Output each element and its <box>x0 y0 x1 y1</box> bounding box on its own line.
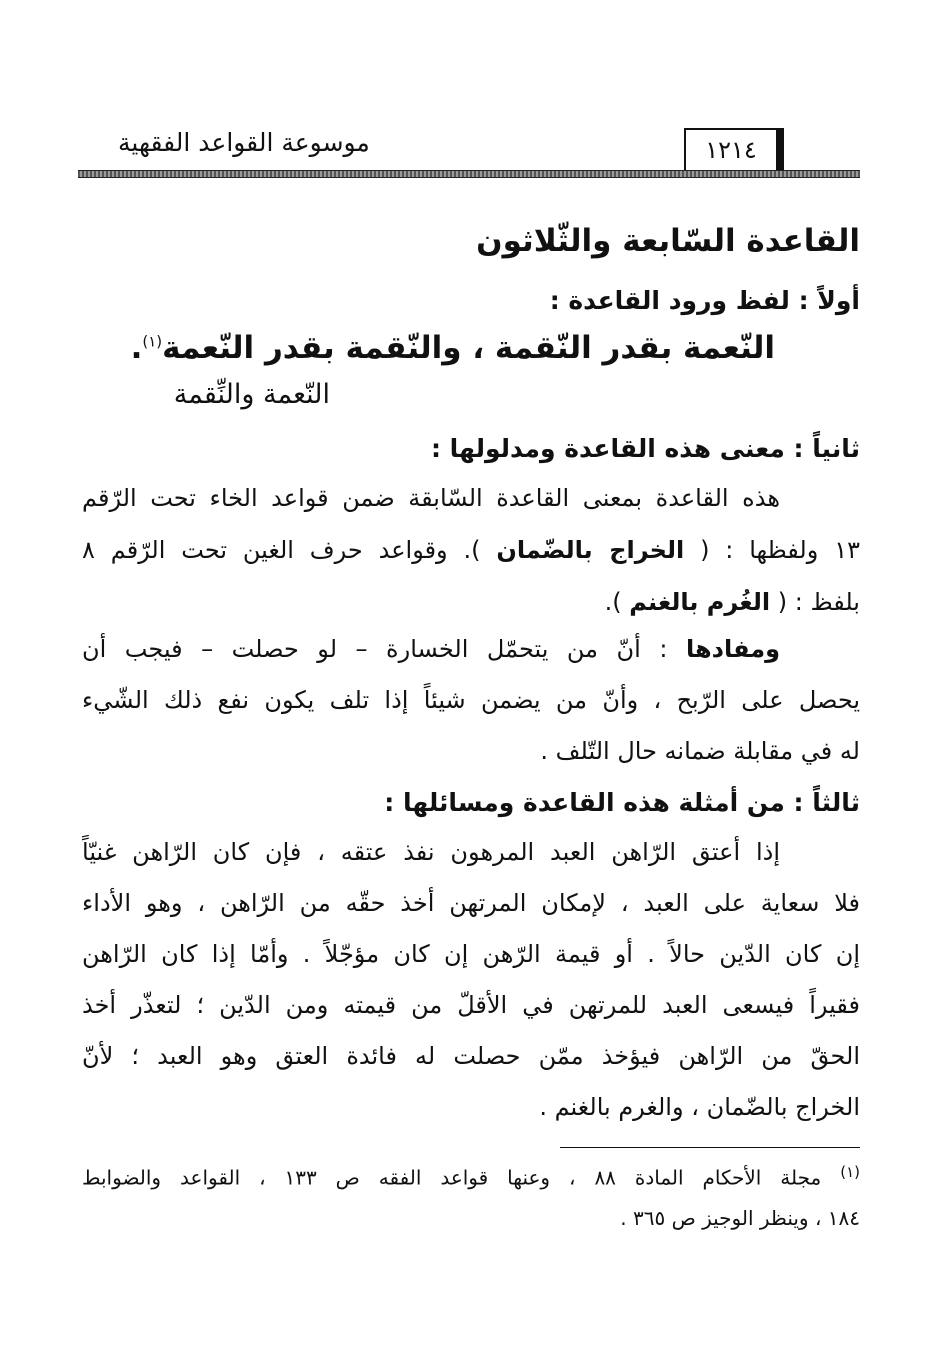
s2-p1-line-1: هذه القاعدة بمعنى القاعدة السّابقة ضمن قواعد الخاء تحت الرّقم <box>82 484 780 512</box>
s3-line-2: فلا سعاية على العبد ، لإمكان المرتهن أخذ حقّه من الرّاهن ، وهو الأداء <box>82 889 860 917</box>
maxim-subtitle: النّعمة والنِّقمة <box>173 379 330 410</box>
maxim-text: النّعمة بقدر النّقمة ، والنّقمة بقدر النّعمة$^{(١)}$. <box>130 330 775 366</box>
footnote-line-1-text: مجلة الأحكام المادة ٨٨ ، وعنها قواعد الفقه ص ١٣٣ ، القواعد والضوابط <box>82 1165 822 1190</box>
s2-p2-line-3: له في مقابلة ضمانه حال التّلف . <box>540 737 860 765</box>
s2-p1-line-3-bold: الغُرم بالغنم <box>629 588 771 616</box>
page-number: ١٢١٤ <box>684 128 784 172</box>
s2-p1-line-3 <box>605 590 860 614</box>
s3-line-5: الحقّ من الرّاهن فيؤخذ ممّن حصلت له فائدة العتق وهو العبد ؛ لأنّ <box>82 1042 860 1070</box>
section-2-label: ثانياً : معنى هذه القاعدة ومدلولها : <box>430 434 860 463</box>
s3-line-3: إن كان الدّين حالاً . أو قيمة الرّهن إن كان مؤجّلاً . وأمّا إذا كان الرّاهن <box>82 940 860 968</box>
s2-p1-line-2-bold: الخراج بالضّمان <box>496 536 685 564</box>
rule-heading: القاعدة السّابعة والثّلاثون <box>476 223 860 259</box>
s2-p1-line-3-a: بلفظ : ( <box>777 588 860 616</box>
maxim-footnote-ref: (١) <box>142 332 163 351</box>
s2-p1-line-2-a: ١٣ ولفظها : ( <box>700 536 860 564</box>
s3-line-4: فقيراً فيسعى العبد للمرتهن في الأقلّ من قيمته ومن الدّين ؛ لتعذّر أخذ <box>82 991 860 1019</box>
s2-p1-line-2 <box>82 538 860 562</box>
s2-p2-line-2: يحصل على الرّبح ، وأنّ من يضمن شيئاً إذا تلف يكون نفع ذلك الشّيء <box>82 686 860 714</box>
section-3-label: ثالثاً : من أمثلة هذه القاعدة ومسائلها : <box>384 788 860 817</box>
s2-p2-lead: ومفادها <box>685 635 780 663</box>
header-rule <box>78 170 860 178</box>
section-1-label: أولاً : لفظ ورود القاعدة : <box>549 286 860 315</box>
s2-p1-line-2-c: ). وقواعد حرف الغين تحت الرّقم ٨ <box>82 536 481 564</box>
maxim-body: النّعمة بقدر النّقمة ، والنّقمة بقدر النّعمة <box>162 330 775 366</box>
footnote-line-1 <box>82 1165 860 1188</box>
s2-p2-line-1-rest: : أنّ من يتحمّل الخسارة – لو حصلت – فيجب أن <box>82 635 668 663</box>
running-header-title: موسوعة القواعد الفقهية <box>118 128 370 157</box>
footnote-rule <box>560 1147 860 1148</box>
footnote-line-2: ١٨٤ ، وينظر الوجيز ص ٣٦٥ . <box>620 1206 860 1230</box>
s2-p2-line-1 <box>82 637 780 661</box>
footnote-marker: (١) <box>840 1163 860 1181</box>
s2-p1-line-3-c: ). <box>604 588 622 616</box>
s3-line-1: إذا أعتق الرّاهن العبد المرهون نفذ عتقه ، فإن كان الرّاهن غنيّاً <box>82 838 780 866</box>
s3-line-6: الخراج بالضّمان ، والغرم بالغنم . <box>539 1093 860 1121</box>
